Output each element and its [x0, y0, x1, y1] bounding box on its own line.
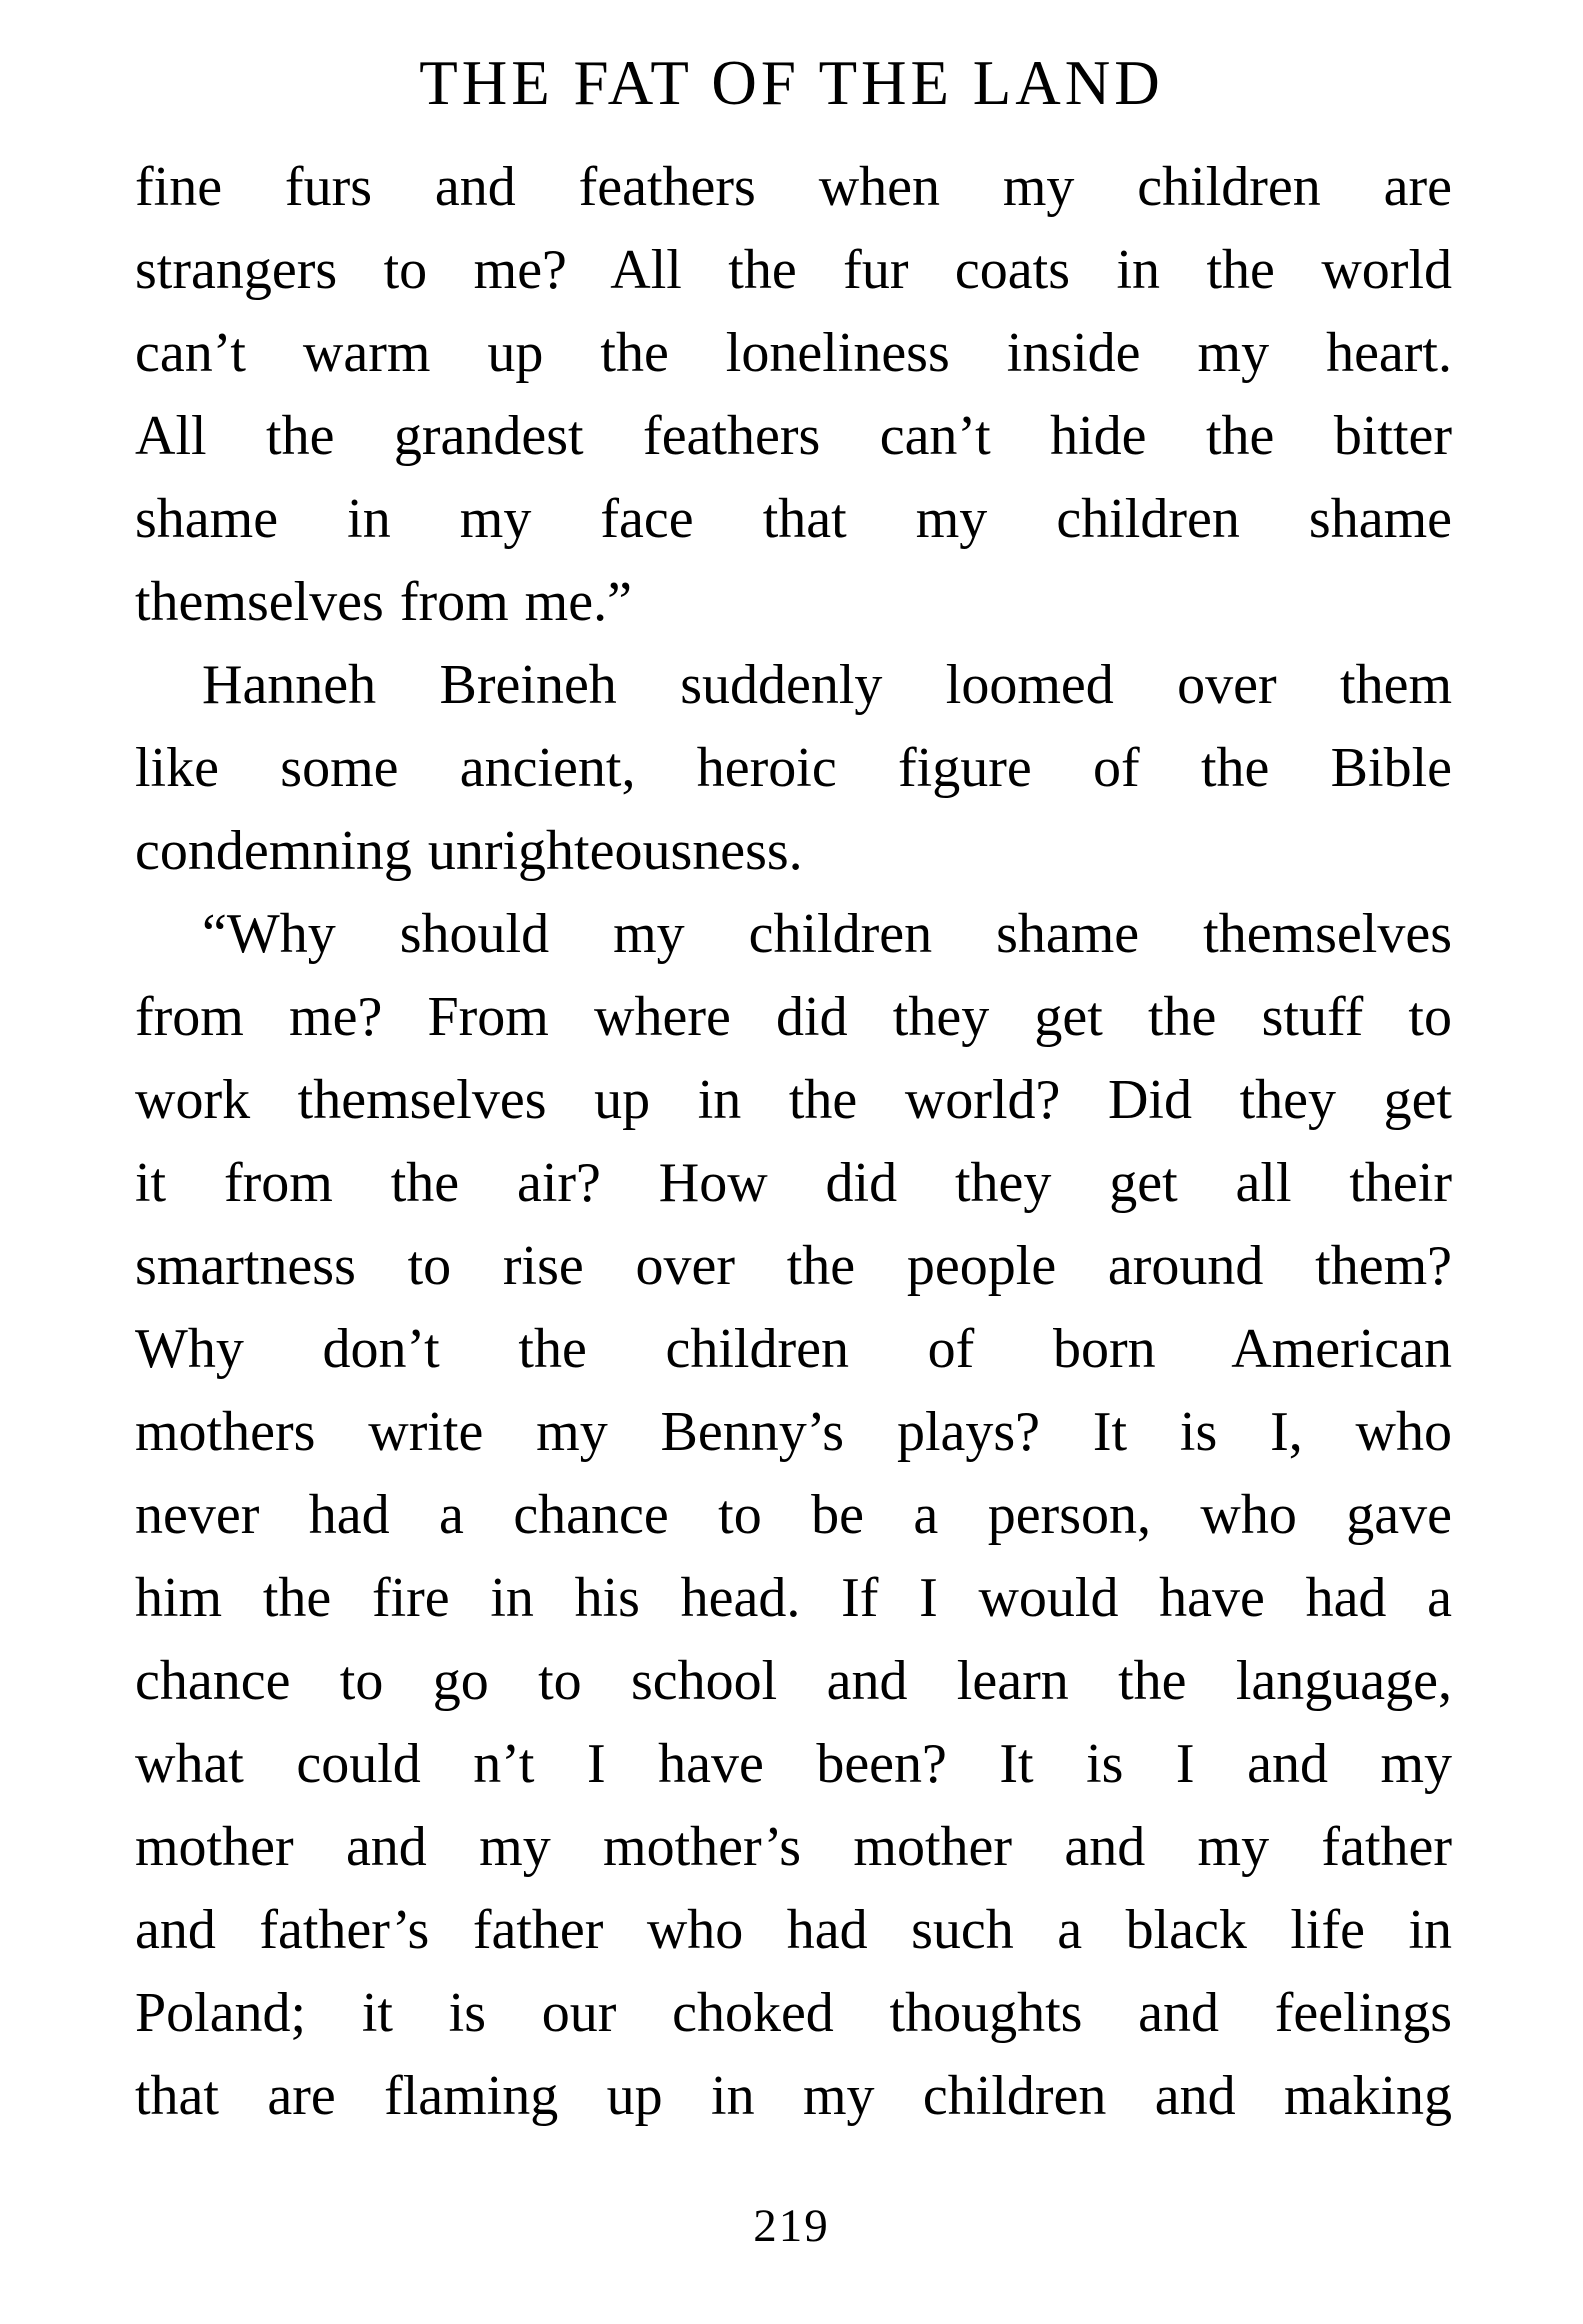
- text-line: All the grandest feathers can’t hide the bitter: [135, 405, 1452, 467]
- text-line: strangers to me? All the fur coats in the world: [135, 239, 1452, 301]
- text-line: smartness to rise over the people around them?: [135, 1235, 1452, 1297]
- text-line: never had a chance to be a person, who gave: [135, 1484, 1452, 1546]
- text-line: shame in my face that my children shame: [135, 488, 1452, 550]
- text-line: and father’s father who had such a black life in: [135, 1899, 1452, 1961]
- text-line: themselves from me.”: [135, 571, 632, 633]
- text-line: that are flaming up in my children and making: [135, 2065, 1452, 2127]
- page-number: 219: [753, 2200, 830, 2252]
- text-line: “Why should my children shame themselves: [202, 903, 1452, 965]
- text-line: Why don’t the children of born American: [135, 1318, 1452, 1380]
- text-line: Hanneh Breineh suddenly loomed over them: [202, 654, 1452, 716]
- text-line: what could n’t I have been? It is I and my: [135, 1733, 1452, 1795]
- text-line: chance to go to school and learn the language,: [135, 1650, 1452, 1712]
- text-line: can’t warm up the loneliness inside my heart.: [135, 322, 1452, 384]
- text-line: mother and my mother’s mother and my father: [135, 1816, 1452, 1878]
- text-line: like some ancient, heroic figure of the Bible: [135, 737, 1452, 799]
- text-block: [135, 146, 1452, 2138]
- text-line: fine furs and feathers when my children are: [135, 156, 1452, 218]
- text-line: work themselves up in the world? Did they get: [135, 1069, 1452, 1131]
- text-line: it from the air? How did they get all their: [135, 1152, 1452, 1214]
- text-line: from me? From where did they get the stuff to: [135, 986, 1452, 1048]
- text-line: Poland; it is our choked thoughts and feelings: [135, 1982, 1452, 2044]
- text-line: mothers write my Benny’s plays? It is I, who: [135, 1401, 1452, 1463]
- text-line: him the fire in his head. If I would have had a: [135, 1567, 1452, 1629]
- text-line: condemning unrighteousness.: [135, 820, 803, 882]
- running-head: THE FAT OF THE LAND: [419, 48, 1164, 118]
